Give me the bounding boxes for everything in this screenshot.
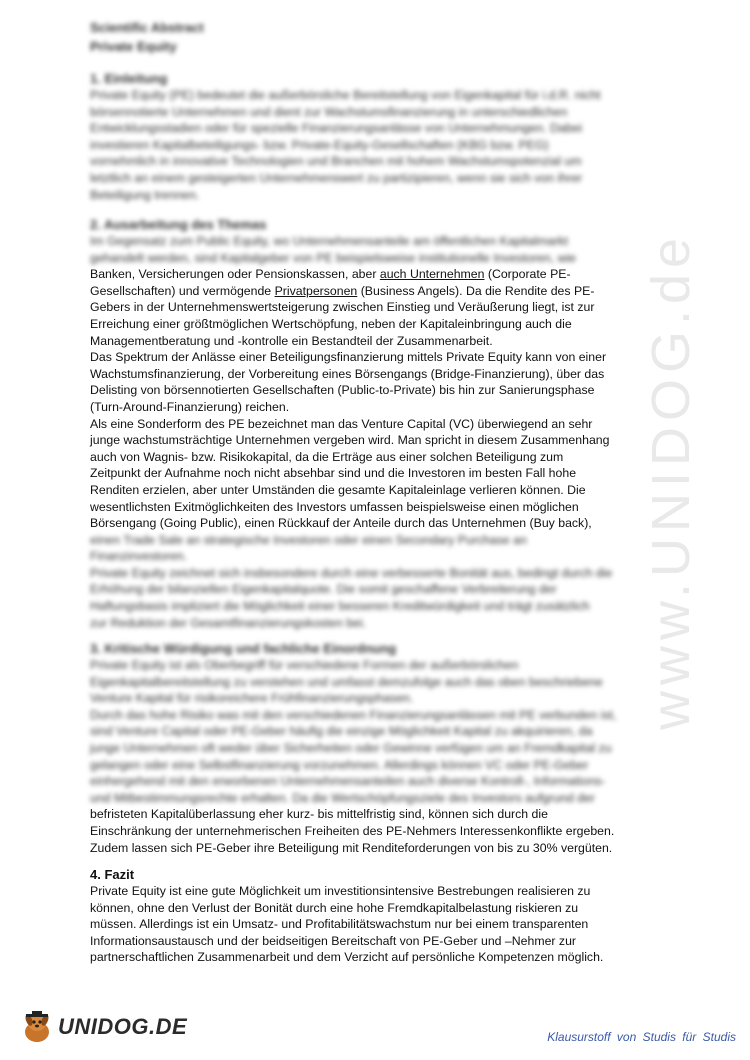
title-line-2: Private Equity [90,39,177,54]
text-line: Managementberatung und -kontrolle ein Bestandteil der Zusammenarbeit. [90,333,493,348]
text-line: (Turn-Around-Finanzierung) reichen. [90,399,290,414]
section-heading: 4. Fazit [90,867,135,882]
section-body-blurred [90,657,690,806]
text-line: letztlich an einem gesteigerten Unternehmenswert zu partizipieren, wenn sie sich von ihrer [90,170,583,185]
text-line: vornehmlich in innovative Technologien und Branchen mit hohem Wachstumspotenzial um [90,154,582,169]
text-line: Erhöhung der bilanziellen Eigenkapitalquote. Die somit geschaffene Verbreiterung der [90,582,557,597]
text-line: einen Trade Sale an strategische Investoren oder einen Secondary Purchase an [90,532,527,547]
text-line: Börsengang (Going Public), einen Rückkauf der Anteile durch das Unternehmen (Buy back), [90,516,592,531]
text-line: Renditen erzielen, aber unter Umständen die gesamte Kapitaleinlage verlieren können. Die [90,482,586,497]
section-einleitung [90,70,690,203]
document-title [90,18,204,56]
text-line: Als eine Sonderform des PE bezeichnet man das Venture Capital (VC) überwiegend an sehr [90,416,593,431]
text-line: Delisting von börsennotierten Gesellschaften (Public-to-Private) bis hin zur Sanierungsphase [90,383,595,398]
text-line: einhergehend mit den erworbenen Unternehmensanteilen auch diverse Kontroll-, Informations- [90,774,606,789]
section-body-blurred-top [90,233,690,266]
section-heading: 3. Kritische Würdigung und fachliche Einordnung [90,641,397,656]
text-line: investieren Kapitalbeteiligungs- bzw. Private-Equity-Gesellschaften (KBG bzw. PEG) [90,137,549,152]
text-line: Gesellschaften) und vermögende Privatpersonen (Business Angels). Da die Rendite des PE- [90,283,595,298]
text-line: Private Equity (PE) bedeutet die außerbörsliche Bereitstellung von Eigenkapital für i.d.R. nicht [90,88,601,102]
text-line: Private Equity ist eine gute Möglichkeit um investitionsintensive Bestrebungen realisieren zu [90,884,591,898]
text-line: Wachstumsfinanzierung, der Vorbereitung eines Börsengangs (Bridge-Finanzierung), über das [90,366,605,381]
text-line: zur Reduktion der Gesamtfinanzierungskosten bei. [90,615,367,630]
text-line: Haftungsbasis impliziert die Möglichkeit einer besseren Kreditwürdigkeit und trägt zusätzlich [90,599,590,614]
text-line: junge wachstumsträchtige Unternehmen vergeben wird. Man spricht in diesem Zusammenhang [90,433,610,448]
underlined-term: auch Unternehmen [379,267,485,282]
text-line: Entwicklungsstadien oder für spezielle Finanzierungsanlässe von Unternehmungen. Dabei [90,121,583,136]
unidog-logo[interactable] [20,1010,187,1044]
text-line: junge Unternehmen oft weder über Sicherheiten oder Gewinne verfügen um an Fremdkapital zu [90,740,612,755]
section-heading: 1. Einleitung [90,71,168,86]
section-fazit [90,866,690,966]
title-line-1: Scientific Abstract [90,20,204,35]
text-line: Private Equity ist als Oberbegriff für verschiedene Formen der außerbörslichen [90,658,519,672]
text-line: Banken, Versicherungen oder Pensionskassen, aber auch Unternehmen (Corporate PE- [90,267,571,282]
text-line: börsennotierte Unternehmen und dient zur Wachstumsfinanzierung in unterschiedlichen [90,104,568,119]
text-line: gelangen oder eine Selbstfinanzierung vorzunehmen. Allerdings können VC oder PE-Geber [90,757,589,772]
section-kritische-wuerdigung [90,640,690,856]
text-line: sind Venture Capital oder PE-Geber häufig die einzige Möglichkeit Kapital zu akquirieren, da [90,724,593,739]
section-ausarbeitung [90,216,690,631]
text-line: wesentlichsten Exitmöglichkeiten des Investors umfassen beispielsweise einen möglichen [90,499,579,514]
text-line: und Mitbestimmungsrechte erhalten. Da die Wertschöpfungsziele des Investors aufgrund der [90,790,595,805]
text-line: Das Spektrum der Anlässe einer Beteiligungsfinanzierung mittels Private Equity kann von einer [90,350,607,365]
text-line: auch von Wagnis- bzw. Risikokapital, da die Erträge aus einer solchen Beteiligung zum [90,449,564,464]
text-line: müssen. Allerdings ist ein Umsatz- und Profitabilitätswachstum nur bei einem transparenten [90,917,589,932]
text-line: Im Gegensatz zum Public Equity, wo Unternehmensanteile am öffentlichen Kapitalmarkt [90,234,568,248]
section-body [90,883,690,966]
section-body [90,87,690,203]
text-line: Beteiligung trennen. [90,187,200,202]
text-line: partnerschaftlichen Zusammenarbeit und dem Verzicht auf persönliche Kompetenzen möglich. [90,950,604,965]
text-line: Informationsaustausch und der beidseitigen Bereitschaft von PE-Geber und –Nehmer zur [90,933,576,948]
text-line: können, ohne den Verlust der Bonität durch eine hohe Fremdkapitalbelastung riskieren zu [90,900,579,915]
text-line: Finanzinvestoren. [90,549,188,564]
text-line: befristeten Kapitalüberlassung eher kurz- bis mittelfristig sind, können sich durch die [90,807,548,822]
section-body-blurred-bottom [90,532,690,632]
section-body [90,806,690,856]
text-line: Private Equity zeichnet sich insbesondere durch eine verbesserte Bonität aus, bedingt durch die [90,565,613,580]
dog-mascot-icon [20,1010,54,1044]
text-line: Gebers in der Unternehmenswertsteigerung zwischen Einstieg und Veräußerung liegt, ist zur [90,300,595,315]
section-body [90,266,690,532]
text-line: gehandelt werden, sind Kapitalgeber von PE beispielsweise institutionelle Investoren, wie [90,250,577,265]
watermark: www.UNIDOG.de [641,231,701,730]
footer-tagline: Klausurstoff von Studis für Studis [547,1030,736,1044]
text-line: Zeitpunkt der Aufnahme noch nicht absehbar sind und die Investoren im besten Fall hohe [90,466,577,481]
text-line: Einschränkung der unternehmerischen Freiheiten des PE-Nehmers Interessenkonflikte ergeben. [90,823,615,838]
section-heading: 2. Ausarbeitung des Themas [90,217,267,232]
text-line: Durch das hohe Risiko was mit den verschiedenen Finanzierungsanlässen mit PE verbunden ist, [90,707,617,722]
text-line: Zudem lassen sich PE-Geber ihre Beteiligung mit Renditeforderungen von bis zu 30% vergüten. [90,840,613,855]
text-line: Eigenkapitalbereitstellung zu verstehen und umfasst demzufolge auch das oben beschriebene [90,674,603,689]
text-line: Erreichung einer größtmöglichen Wertschöpfung, neben der Kapitaleinbringung auch die [90,316,572,331]
underlined-term: Privatpersonen [274,283,358,298]
text-line: Venture Kapital für risikoreichere Frühfinanzierungsphasen. [90,691,414,706]
logo-text: UNIDOG.DE [58,1014,188,1039]
